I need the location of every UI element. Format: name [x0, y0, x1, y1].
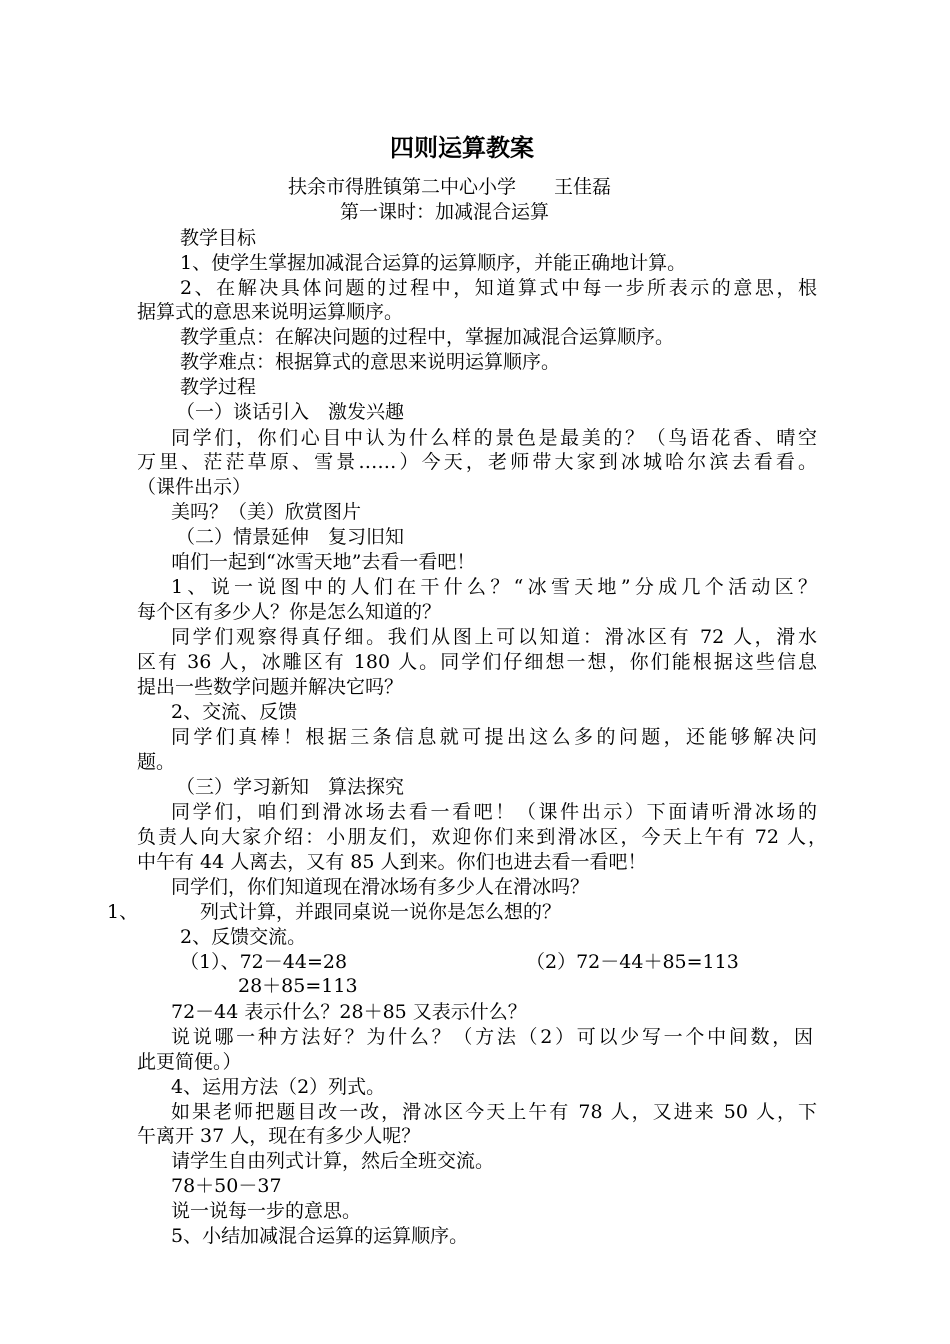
- para-4-line-1: 1、说一说图中的人们在干什么？“冰雪天地”分成几个活动区？: [171, 576, 817, 598]
- para-3: 咱们一起到“冰雪天地”去看一看吧！: [171, 551, 476, 573]
- calc-method-2: （2）72－44＋85=113: [526, 951, 739, 973]
- list-item-1-number: 1、: [107, 901, 139, 923]
- para-6: 2、交流、反馈: [171, 701, 298, 723]
- process-heading: 教学过程: [180, 376, 257, 398]
- key-point: 教学重点：在解决问题的过程中，掌握加减混合运算顺序。: [180, 326, 675, 348]
- para-15: 请学生自由列式计算，然后全班交流。: [171, 1150, 495, 1172]
- author-line: 扶余市得胜镇第二中心小学 王佳磊: [288, 176, 612, 198]
- lesson-title: 第一课时：加减混合运算: [340, 201, 550, 223]
- difficulty: 教学难点：根据算式的意思来说明运算顺序。: [180, 351, 561, 373]
- para-2: 美吗？（美）欣赏图片: [171, 501, 362, 523]
- goal-2-line-2: 据算式的意思来说明运算顺序。: [137, 301, 404, 323]
- para-5-line-2: 区有 36 人，冰雕区有 180 人。同学们仔细想一想，你们能根据这些信息: [137, 651, 817, 673]
- para-12-line-1: 说说哪一种方法好？为什么？（方法（2）可以少写一个中间数，因: [171, 1026, 813, 1048]
- para-8-line-1: 同学们，咱们到滑冰场去看一看吧！（课件出示）下面请听滑冰场的: [171, 801, 817, 823]
- para-14-line-2: 午离开 37 人，现在有多少人呢？: [137, 1125, 421, 1147]
- para-8-line-2: 负责人向大家介绍：小朋友们，欢迎你们来到滑冰区，今天上午有 72 人，: [137, 826, 827, 848]
- section-1-heading: （一）谈话引入 激发兴趣: [176, 401, 405, 423]
- para-16: 78＋50－37: [171, 1175, 282, 1197]
- goal-1: 1、使学生掌握加减混合运算的运算顺序，并能正确地计算。: [180, 252, 687, 274]
- para-1-line-1: 同学们，你们心目中认为什么样的景色是最美的？（鸟语花香、晴空: [171, 427, 817, 449]
- goals-heading: 教学目标: [180, 227, 257, 249]
- para-14-line-1: 如果老师把题目改一改，滑冰区今天上午有 78 人，又进来 50 人，下: [171, 1101, 817, 1123]
- para-9: 同学们，你们知道现在滑冰场有多少人在滑冰吗？: [171, 876, 590, 898]
- para-12-line-2: 此更简便。）: [137, 1051, 242, 1073]
- calc-method-1-step-2: 28＋85=113: [238, 975, 358, 997]
- section-3-heading: （三）学习新知 算法探究: [176, 776, 405, 798]
- para-17: 说一说每一步的意思。: [171, 1200, 362, 1222]
- para-1-line-2: 万里、茫茫草原、雪景……）今天，老师带大家到冰城哈尔滨去看看。: [137, 451, 817, 473]
- calc-method-1: （1）、72－44=28: [180, 951, 348, 973]
- para-4-line-2: 每个区有多少人？你是怎么知道的？: [137, 601, 442, 623]
- document-title: 四则运算教案: [390, 134, 534, 162]
- para-7-line-1: 同学们真棒！根据三条信息就可提出这么多的问题，还能够解决问: [171, 726, 817, 748]
- goal-2-line-1: 2、在解决具体问题的过程中，知道算式中每一步所表示的意思，根: [180, 277, 817, 299]
- para-11: 72－44 表示什么？28＋85 又表示什么？: [171, 1001, 527, 1023]
- list-item-1-text: 列式计算，并跟同桌说一说你是怎么想的？: [200, 901, 562, 923]
- para-10: 2、反馈交流。: [180, 926, 307, 948]
- para-13: 4、运用方法（2）列式。: [171, 1076, 386, 1098]
- para-1-line-3: （课件出示）: [137, 476, 252, 498]
- section-2-heading: （二）情景延伸 复习旧知: [176, 526, 405, 548]
- para-18: 5、小结加减混合运算的运算顺序。: [171, 1225, 469, 1247]
- para-8-line-3: 中午有 44 人离去，又有 85 人到来。你们也进去看一看吧！: [137, 851, 647, 873]
- para-5-line-1: 同学们观察得真仔细。我们从图上可以知道：滑冰区有 72 人，滑水: [171, 626, 817, 648]
- para-5-line-3: 提出一些数学问题并解决它吗？: [137, 676, 404, 698]
- para-7-line-2: 题。: [137, 751, 176, 773]
